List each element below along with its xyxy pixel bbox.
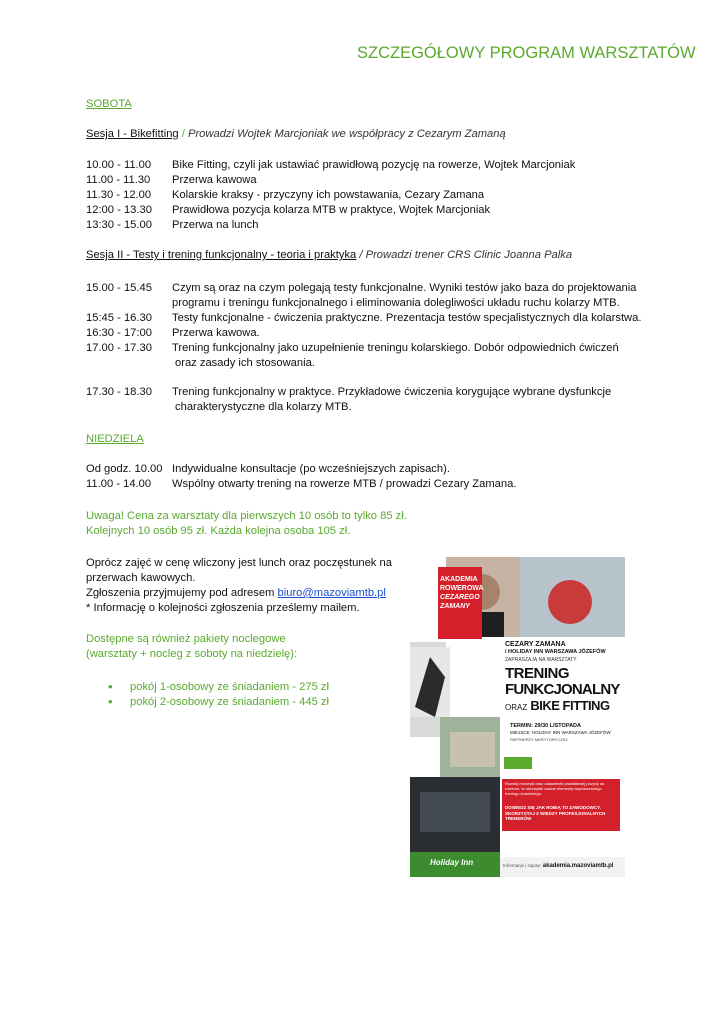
poster-invite: ZAPRASZAJĄ NA WARSZTATY — [505, 657, 577, 663]
poster-heading-accent: BIKE FITTING — [530, 698, 610, 713]
event-poster — [410, 557, 625, 877]
poster-heading-prefix: ORAZ — [505, 703, 528, 712]
schedule-text-continued: oraz zasady ich stosowania. — [175, 357, 315, 369]
session-separator: / — [359, 249, 363, 261]
poster-venue: i HOLIDAY INN WARSZAWA JÓZEFÓW — [505, 649, 606, 655]
poster-heading — [505, 698, 610, 713]
schedule-text: Kolarskie kraksy - przyczyny ich powstawania, Cezary Zamana — [172, 189, 485, 201]
schedule-text-continued: programu i treningu funkcjonalnego i eliminowania dolegliwości układu ruchu kolarzy MTB. — [172, 297, 620, 309]
pricing-note: Uwaga! Cena za warsztaty dla pierwszych 10 osób to tylko 85 zł. — [86, 510, 407, 522]
schedule-text: Czym są oraz na czym polegają testy funkcjonalne. Wyniki testów jako baza do projektowania — [172, 282, 637, 294]
poster-footer-label: Informacje i zapisy: — [503, 863, 542, 868]
poster-date: TERMIN: 29/30 LISTOPADA — [510, 723, 582, 729]
schedule-text: Przerwa kawowa. — [172, 327, 260, 339]
schedule-text: Wspólny otwarty trening na rowerze MTB / prowadzi Cezary Zamana. — [172, 478, 517, 490]
bullet-icon: • — [108, 679, 113, 694]
schedule-time: 11.30 - 12.00 — [86, 189, 152, 201]
bullet-icon: • — [108, 694, 113, 709]
poster-place: MIEJSCE: HOLIDAY INN WARSZAWA JÓZEFÓW — [510, 730, 611, 735]
schedule-time: 15.00 - 15.45 — [86, 282, 152, 294]
lodging-option: pokój 1-osobowy ze śniadaniem - 275 zł — [130, 681, 329, 693]
pricing-note: Kolejnych 10 osób 95 zł. Każda kolejna osoba 105 zł. — [86, 525, 351, 537]
registration-text: Zgłoszenia przyjmujemy pod adresem — [86, 587, 275, 599]
schedule-text: Prawidłowa pozycja kolarza MTB w praktyce, Wojtek Marcjoniak — [172, 204, 491, 216]
schedule-time: 16:30 - 17:00 — [86, 327, 152, 339]
poster-logo-line: CEZAREGO — [440, 594, 480, 601]
poster-footer — [503, 863, 613, 869]
session-lead: Prowadzi Wojtek Marcjoniak we współpracy z Cezarym Zamaną — [187, 128, 506, 140]
info-text: Oprócz zajęć w cenę wliczony jest lunch oraz poczęstunek na — [86, 557, 392, 569]
poster-footer-url: akademia.mazoviamtb.pl — [542, 863, 614, 869]
poster-blurb: Rozwój motoryki oraz ustawienie prawidłowej pozycji na rowerze, to niezwykle ważne elementy współczesnego treningu kolarskiego. — [505, 781, 605, 796]
lodging-heading: Dostępne są również pakiety noclegowe — [86, 633, 286, 645]
schedule-time: 17.30 - 18.30 — [86, 386, 152, 398]
day-heading-saturday: SOBOTA — [86, 98, 132, 110]
day-heading-sunday: NIEDZIELA — [86, 433, 144, 445]
session-heading — [86, 249, 572, 261]
poster-host: CEZARY ZAMANA — [505, 641, 566, 648]
hotel-logo: Holiday Inn — [430, 858, 474, 867]
session-title: Sesja I - Bikefitting — [86, 128, 179, 140]
schedule-text: Trening funkcjonalny w praktyce. Przykładowe ćwiczenia korygujące wybrane dysfunkcje — [172, 386, 612, 398]
registration-line — [86, 587, 386, 599]
schedule-time: 10.00 - 11.00 — [86, 159, 152, 171]
poster-partners: PARTNERZY MERYTORYCZNI: — [510, 737, 568, 742]
session-lead: Prowadzi trener CRS Clinic Joanna Palka — [365, 249, 573, 261]
schedule-text: Przerwa na lunch — [172, 219, 259, 231]
schedule-text: Indywidualne konsultacje (po wcześniejszych zapisach). — [172, 463, 450, 475]
poster-logo-line: AKADEMIA — [440, 576, 478, 583]
poster-heading: FUNKCJONALNY — [505, 681, 620, 698]
session-title: Sesja II - Testy i trening funkcjonalny - teoria i praktyka — [86, 249, 357, 261]
schedule-time: 13:30 - 15.00 — [86, 219, 152, 231]
schedule-time: Od godz. 10.00 — [86, 463, 163, 475]
info-footnote: * Informację o kolejności zgłoszenia prześlemy mailem. — [86, 602, 360, 614]
poster-logo-line: ZAMANY — [440, 603, 470, 610]
schedule-text: Testy funkcjonalne - ćwiczenia praktyczne. Prezentacja testów specjalistycznych dla kolarstwa. — [172, 312, 642, 324]
schedule-time: 15:45 - 16.30 — [86, 312, 152, 324]
schedule-text: Bike Fitting, czyli jak ustawiać prawidłową pozycję na rowerze, Wojtek Marcjoniak — [172, 159, 576, 171]
poster-logo-line: ROWEROWA — [440, 585, 484, 592]
schedule-text: Przerwa kawowa — [172, 174, 257, 186]
poster-logo — [440, 575, 484, 611]
schedule-time: 17.00 - 17.30 — [86, 342, 152, 354]
session-separator: / — [181, 128, 185, 140]
schedule-time: 11.00 - 14.00 — [86, 478, 152, 490]
email-link[interactable]: biuro@mazoviamtb.pl — [277, 587, 386, 599]
schedule-text-continued: charakterystyczne dla kolarzy MTB. — [175, 401, 352, 413]
schedule-time: 12:00 - 13.30 — [86, 204, 152, 216]
info-text: przerwach kawowych. — [86, 572, 196, 584]
schedule-time: 11.00 - 11.30 — [86, 174, 151, 186]
page-title: SZCZEGÓŁOWY PROGRAM WARSZTATÓW — [357, 44, 696, 62]
lodging-option: pokój 2-osobowy ze śniadaniem - 445 zł — [130, 696, 329, 708]
poster-cta: DOWIEDZ SIĘ JAK ROBIĄ TO ZAWODOWCY. SKORZYSTAJ Z WIEDZY PROFESJONALNYCH TRENERÓW — [505, 805, 606, 821]
lodging-heading: (warsztaty + nocleg z soboty na niedzielę): — [86, 648, 298, 660]
schedule-text: Trening funkcjonalny jako uzupełnienie treningu kolarskiego. Dobór odpowiednich ćwiczeń — [172, 342, 619, 354]
session-heading — [86, 128, 506, 140]
poster-heading: TRENING — [505, 665, 569, 682]
